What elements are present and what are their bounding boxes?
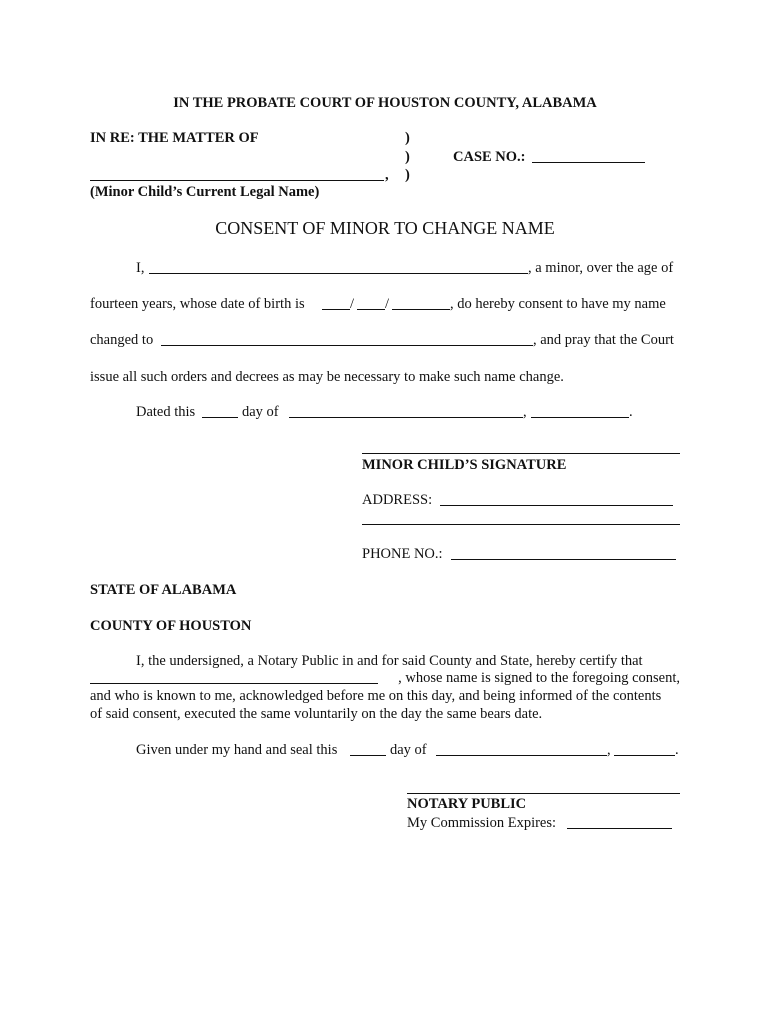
notary-cert-line-3: and who is known to me, acknowledged before me on this day, and being informed of the contents [90, 688, 662, 704]
commission-expires-field[interactable] [567, 828, 672, 829]
dated-day-field[interactable] [202, 417, 238, 418]
given-year-field[interactable] [614, 755, 675, 756]
dob-slash-2: / [385, 296, 390, 312]
notary-cert-line-4: of said consent, executed the same voluntarily on the day the same bears date. [90, 706, 543, 722]
given-comma: , [607, 742, 611, 758]
legal-name-label: (Minor Child’s Current Legal Name) [90, 184, 320, 200]
notary-signer-name-field[interactable] [90, 683, 378, 684]
dated-this-label: Dated this [136, 404, 196, 420]
body-line-4: issue all such orders and decrees as may be necessary to make such name change. [90, 369, 564, 385]
caption-paren-2: ) [405, 149, 410, 165]
dob-day-field[interactable] [357, 309, 385, 310]
notary-cert-line-2-end: , whose name is signed to the foregoing consent, [398, 670, 680, 686]
phone-label: PHONE NO.: [362, 546, 443, 562]
court-header: IN THE PROBATE COURT OF HOUSTON COUNTY, ALABAMA [173, 95, 597, 111]
body-line-1-start: I, [136, 260, 145, 276]
dob-slash-1: / [350, 296, 355, 312]
given-label: Given under my hand and seal this [136, 742, 338, 758]
body-line-2-start: fourteen years, whose date of birth is [90, 296, 305, 312]
caption-comma: , [385, 167, 389, 183]
dated-year-field[interactable] [531, 417, 629, 418]
notary-signature-line[interactable] [407, 793, 680, 794]
given-day-of-label: day of [390, 742, 427, 758]
dated-end: . [629, 404, 633, 420]
caption-paren-1: ) [405, 130, 410, 146]
given-day-field[interactable] [350, 755, 386, 756]
dob-month-field[interactable] [322, 309, 350, 310]
state-label: STATE OF ALABAMA [90, 582, 237, 598]
document-title: CONSENT OF MINOR TO CHANGE NAME [215, 218, 555, 238]
given-end: . [675, 742, 679, 758]
body-line-3-start: changed to [90, 332, 154, 348]
address-field-2[interactable] [362, 524, 680, 525]
minor-signature-label: MINOR CHILD’S SIGNATURE [362, 457, 567, 473]
dated-month-field[interactable] [289, 417, 523, 418]
new-name-field[interactable] [161, 345, 533, 346]
minor-signature-line[interactable] [362, 453, 680, 454]
minor-name-field[interactable] [149, 273, 528, 274]
dated-comma: , [523, 404, 527, 420]
notary-cert-line-1: I, the undersigned, a Notary Public in and for said County and State, hereby certify that [136, 653, 643, 669]
address-label: ADDRESS: [362, 492, 433, 508]
given-month-field[interactable] [436, 755, 607, 756]
in-re-label: IN RE: THE MATTER OF [90, 130, 259, 146]
address-field-1[interactable] [440, 505, 673, 506]
case-no-label: CASE NO.: [453, 149, 526, 165]
phone-field[interactable] [451, 559, 676, 560]
caption-paren-3: ) [405, 167, 410, 183]
case-no-field[interactable] [532, 162, 645, 163]
notary-public-label: NOTARY PUBLIC [407, 796, 527, 812]
minor-legal-name-field[interactable] [90, 180, 384, 181]
body-line-3-end: , and pray that the Court [533, 332, 674, 348]
body-line-2-end: , do hereby consent to have my name [450, 296, 666, 312]
commission-expires-label: My Commission Expires: [407, 815, 557, 831]
dated-day-of-label: day of [242, 404, 279, 420]
county-label: COUNTY OF HOUSTON [90, 618, 252, 634]
dob-year-field[interactable] [392, 309, 450, 310]
body-line-1-end: , a minor, over the age of [528, 260, 674, 276]
